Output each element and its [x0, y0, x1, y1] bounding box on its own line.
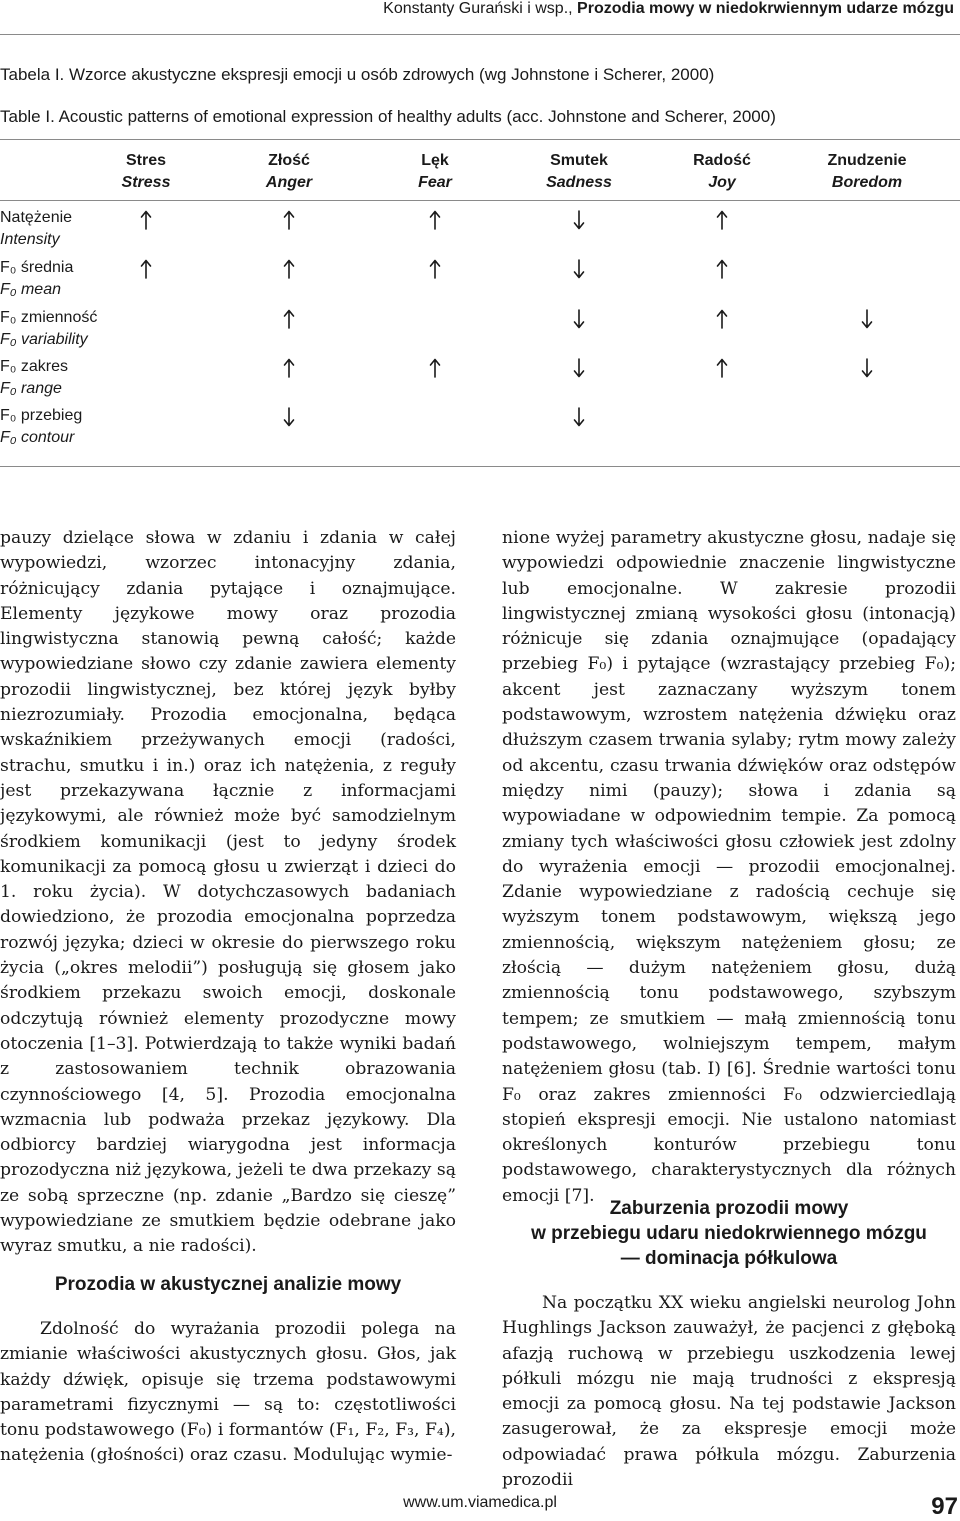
- arrow-down-icon: [572, 259, 586, 279]
- column-header-pl: Stres: [125, 152, 167, 169]
- arrow-up-icon: [139, 259, 153, 279]
- row-label-f0-variability: [0, 307, 97, 351]
- column-header-pl: Smutek: [550, 152, 608, 169]
- arrow-up-icon: [428, 259, 442, 279]
- row-label-pl: F₀ przebieg: [0, 407, 83, 424]
- arrow-up-icon: [139, 210, 153, 230]
- column-header-pl: Złość: [268, 152, 310, 169]
- arrow-up-icon: [428, 210, 442, 230]
- arrow-up-icon: [428, 358, 442, 378]
- table-top-rule: [0, 139, 960, 140]
- column-header: [693, 150, 751, 194]
- row-label-en: F₀ range: [0, 380, 62, 397]
- arrow-down-icon: [572, 358, 586, 378]
- arrow-up-icon: [282, 309, 296, 329]
- column-header-en: Fear: [418, 174, 452, 191]
- arrow-down-icon: [860, 358, 874, 378]
- column-header-en: Joy: [708, 174, 736, 191]
- right-paragraph-1: nione wyżej parametry akustyczne głosu, nadaje się wypowiedzi odpowiednie znaczenie lingwistyczne lub emocjonalne. W zakresie prozodii lingwistycznej zmianą wysokości głosu (intonacją) różnicuje się zdania oznajmujące (opadający przebieg F₀) i pytające (wzrastający przebieg F₀); akcent jest zaznaczany wyższym tonem podstawowym, wzrostem natężenia dźwięku oraz dłuższym czasem trwania sylaby; rytm mowy zależy od akcentu, czasu trwania dźwięków oraz odstępów między nimi (pauzy); słowa i zdania są wypowiadane w odpowiednim tempie. Za pomocą zmiany tych właściwości głosu człowiek jest zdolny do wyrażenia emocji — prozodii emocjonalnej. Zdanie wypowiedziane z radością cechuje się wyższym tonem podstawowym, większą jego zmiennością, większym natężeniem głosu; ze złością — dużym natężeniem głosu, dużą zmiennością tonu podstawowego, szybszym tempem; ze smutkiem — małą zmiennością tonu podstawowego, wolniejszym tempem, małym natężeniem głosu (tab. I) [6]. Średnie wartości tonu F₀ oraz zakres zmienności F₀ odzwierciedlają stopień ekspresji emocji. Nie ustalono natomiast określonych konturów przebiegu tonu podstawowego, charakterystycznych dla różnych emocji [7].: [502, 528, 956, 1206]
- section-heading-text: Prozodia w akustycznej analizie mowy: [54, 1274, 402, 1295]
- arrow-up-icon: [715, 259, 729, 279]
- arrow-down-icon: [572, 210, 586, 230]
- table-caption-pl: Tabela I. Wzorce akustyczne ekspresji emocji u osób zdrowych (wg Johnstone i Scherer, 2000): [0, 65, 715, 84]
- row-label-pl: F₀ zmienność: [0, 309, 98, 326]
- left-column-after-heading: [0, 1317, 456, 1469]
- table-bottom-rule: [0, 466, 960, 467]
- column-header-en: Anger: [265, 174, 313, 191]
- column-header: [418, 150, 452, 194]
- header-rule: [0, 34, 960, 35]
- section-heading-line: — dominacja półkulowa: [620, 1248, 838, 1269]
- row-label-f0-mean: [0, 257, 73, 301]
- column-header-pl: Lęk: [421, 152, 449, 169]
- right-paragraph-2: Na początku XX wieku angielski neurolog John Hughlings Jackson zauważył, że pacjenci z głęboką afazją ruchową w przebiegu uszkodzenia lewej półkuli mózgu nie mają trudności z ekspresją emocji za pomocą głosu. Na tej podstawie Jackson zasugerował, że za ekspresje emocji może odpowiadać prawa półkula mózgu. Zaburzenia prozodii: [502, 1293, 956, 1491]
- row-label-pl: F₀ zakres: [0, 358, 68, 375]
- row-label-intensity: [0, 207, 72, 251]
- arrow-up-icon: [715, 210, 729, 230]
- table-caption-en: Table I. Acoustic patterns of emotional expression of healthy adults (acc. Johnstone and Scherer, 2000): [0, 107, 776, 126]
- column-header: [122, 150, 171, 194]
- row-label-en: F₀ contour: [0, 429, 75, 446]
- left-paragraph-1: pauzy dzielące słowa w zdaniu i zdania w całej wypowiedzi, wzorzec intonacyjny zdania, różnicujący zdania pytające i oznajmujące. Elementy językowe mowy oraz prozodia lingwistyczna stanowią pewną całość; każde wypowiedziane słowo czy zdanie zawiera elementy prozodii lingwistycznej, bez której język byłby niezrozumiały. Prozodia emocjonalna, będąca wskaźnikiem przeżywanych emocji (radości, strachu, smutku i in.) oraz ich natężenia, z reguły jest przekazywana łącznie z informacjami językowymi, ale również może być samodzielnym środkiem komunikacji (jest to jedyny środek komunikacji za pomocą głosu u zwierząt i dzieci do 1. roku życia). W dotychczasowych badaniach dowiedziono, że prozodia emocjonalna poprzedza rozwój języka; dzieci w okresie do pierwszego roku życia („okres melodii”) posługują się głosem jako środkiem przekazu swoich emocji, doskonale odczytują również elementy prozodyczne mowy otoczenia [1–3]. Potwierdzają to także wyniki badań z zastosowaniem technik obrazowania czynnościowego [4, 5]. Prozodia emocjonalna wzmacnia lub podważa przekaz językowy. Dla odbiorcy bardziej wiarygodna jest informacja prozodyczna niż językowa, jeżeli te dwa przekazy są ze sobą sprzeczne (np. zdanie „Bardzo się cieszę” wypowiedziane ze smutkiem będzie odebrane jako wyraz smutku, a nie radości).: [0, 528, 456, 1257]
- column-header-en: Boredom: [831, 174, 903, 191]
- left-paragraph-2: Zdolność do wyrażania prozodii polega na zmianie właściwości akustycznych głosu. Głos, jak każdy dźwięk, opisuje się trzema podstawowymi parametrami fizycznymi — są to: częstotliwości tonu podstawowego (F₀) i formantów (F₁, F₂, F₃, F₄), natężenia (głośności) oraz czasu. Modulując wymie-: [0, 1319, 456, 1466]
- column-header-pl: Radość: [693, 152, 751, 169]
- page-number: 97: [931, 1493, 958, 1520]
- section-heading-line: Zaburzenia prozodii mowy: [609, 1198, 849, 1219]
- arrow-up-icon: [715, 309, 729, 329]
- arrow-up-icon: [715, 358, 729, 378]
- arrow-down-icon: [572, 407, 586, 427]
- header-authors: Konstanty Gurański i wsp.,: [383, 0, 573, 17]
- right-column: [502, 526, 956, 1209]
- column-header: [266, 150, 312, 194]
- right-column-after-heading: [502, 1291, 956, 1493]
- arrow-up-icon: [282, 259, 296, 279]
- arrow-up-icon: [282, 210, 296, 230]
- header-title: Prozodia mowy w niedokrwiennym udarze mózgu: [577, 0, 954, 17]
- running-header: [383, 0, 954, 18]
- section-heading-acoustic-analysis: [0, 1272, 456, 1297]
- column-header-en: Stress: [121, 174, 171, 191]
- row-label-en: Intensity: [0, 231, 60, 248]
- column-header-en: Sadness: [546, 174, 612, 191]
- footer-url: www.um.viamedica.pl: [403, 1494, 557, 1511]
- section-heading-line: w przebiegu udaru niedokrwiennego mózgu: [531, 1223, 927, 1244]
- arrow-down-icon: [860, 309, 874, 329]
- row-label-en: F₀ mean: [0, 281, 61, 298]
- left-column: [0, 526, 456, 1260]
- row-label-en: F₀ variability: [0, 331, 88, 348]
- table-header-rule: [0, 200, 960, 201]
- row-label-f0-contour: [0, 405, 82, 449]
- column-header-pl: Znudzenie: [827, 152, 907, 169]
- arrow-down-icon: [572, 309, 586, 329]
- arrow-down-icon: [282, 407, 296, 427]
- arrow-up-icon: [282, 358, 296, 378]
- row-label-f0-range: [0, 356, 68, 400]
- row-label-pl: Natężenie: [0, 209, 73, 226]
- row-label-pl: F₀ średnia: [0, 259, 74, 276]
- section-heading-stroke-prosody: [502, 1196, 956, 1271]
- column-header: [546, 150, 612, 194]
- column-header: [827, 150, 906, 194]
